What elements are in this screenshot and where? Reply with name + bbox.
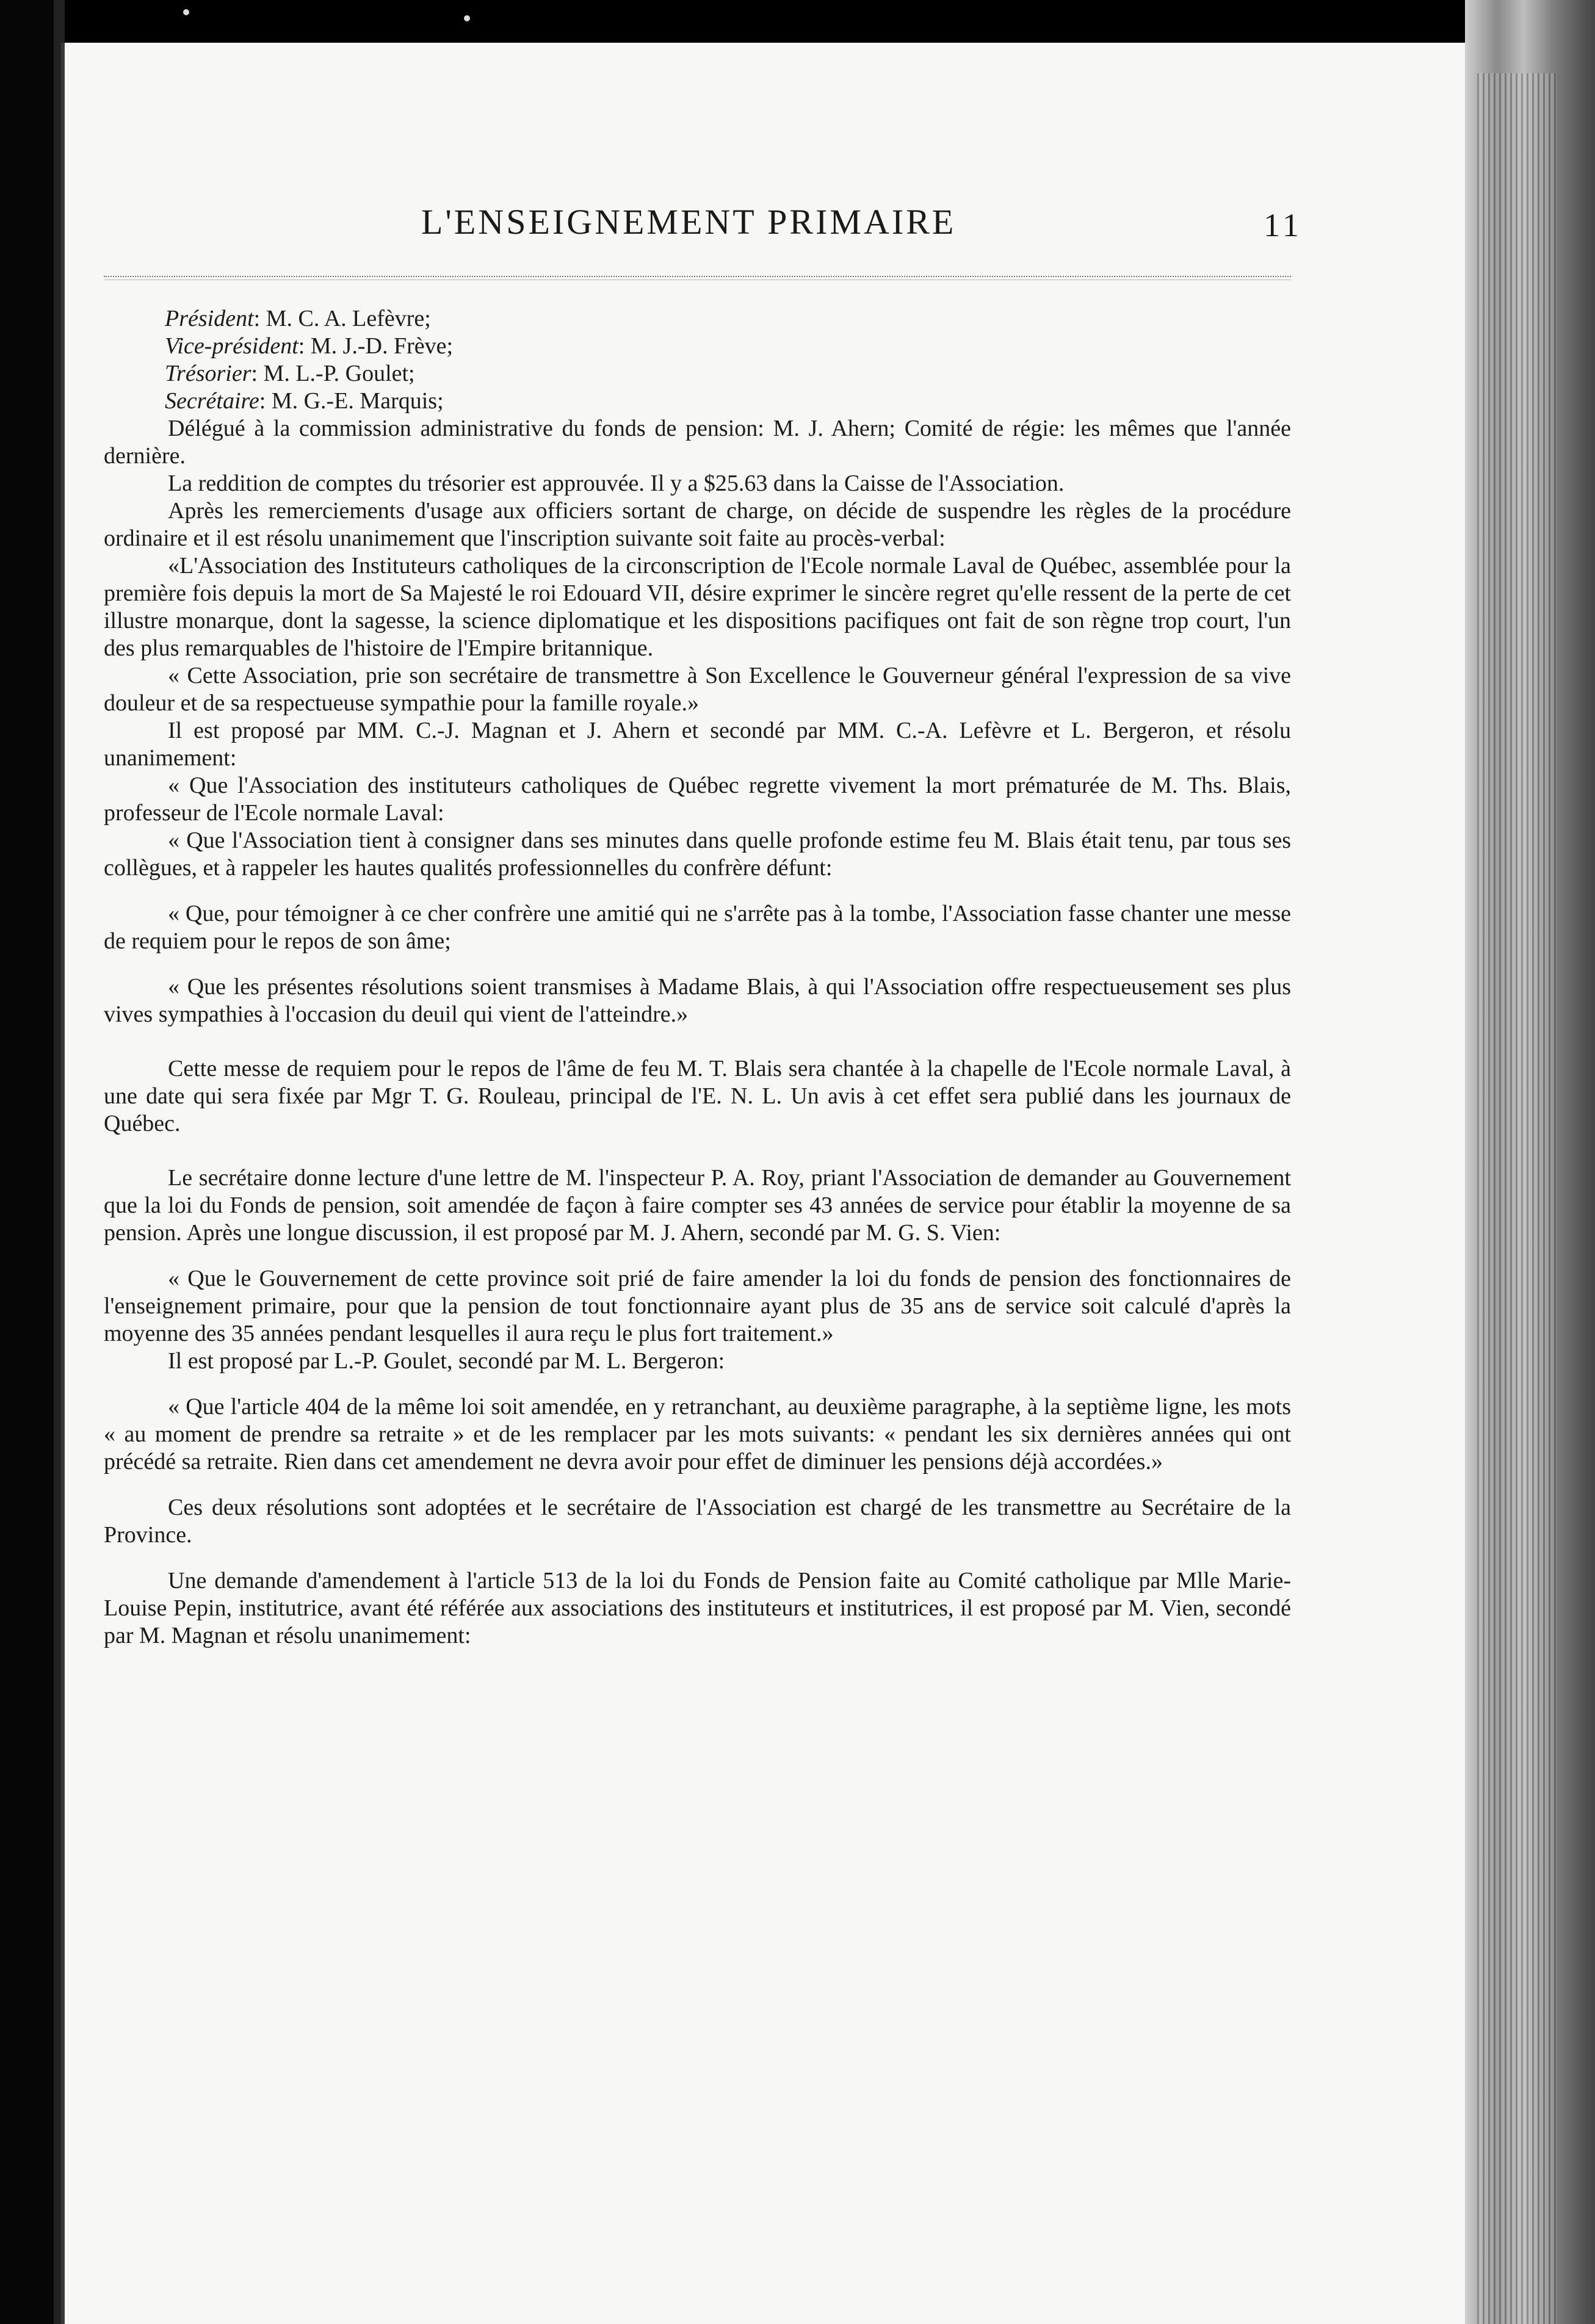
scan-dust	[464, 15, 470, 21]
paragraph: Ces deux résolutions sont adoptées et le secrétaire de l'Association est chargé de les transmettre au Secrétaire de la Province.	[104, 1495, 1291, 1548]
scan-left-border	[0, 0, 55, 2324]
page-body	[104, 305, 1291, 1650]
page-number: 11	[1264, 207, 1303, 244]
paragraph: « Que l'Association tient à consigner dans ses minutes dans quelle profonde estime feu M. Blais était tenu, par tous ses collègues, et à rappeler les hautes qualités professionnelles du confrère défunt:	[104, 828, 1291, 881]
paragraph: « Que, pour témoigner à ce cher confrère une amitié qui ne s'arrête pas à la tombe, l'Association fasse chanter une messe de requiem pour le repos de son âme;	[104, 901, 1291, 954]
paragraph: « Que l'article 404 de la même loi soit amendée, en y retranchant, au deuxième paragraphe, à la septième ligne, les mots « au moment de prendre sa retraite » et de les remplacer par les mots suivants: « pendant les six dernières années qui ont précédé sa retraite. Rien dans cet amendement ne devra avoir pour effet de diminuer les pensions déjà accordées.»	[104, 1394, 1291, 1474]
page-header	[61, 201, 1465, 250]
officer-role: Secrétaire	[165, 388, 259, 414]
scan-dust	[183, 9, 189, 15]
paragraph: «L'Association des Instituteurs catholiques de la circonscription de l'Ecole normale Laval de Québec, assemblée pour la première fois depuis la mort de Sa Majesté le roi Edouard VII, désire exprimer le sincère regret qu'elle ressent de la perte de cet illustre monarque, dont la sagesse, la science diplomatique et les dispositions pacifiques ont fait de son règne trop court, l'un des plus remarquables de l'histoire de l'Empire britannique.	[104, 553, 1291, 661]
officer-name: M. L.-P. Goulet;	[263, 361, 415, 386]
officer-role: Président	[165, 306, 254, 331]
paragraph: « Que les présentes résolutions soient transmises à Madame Blais, à qui l'Association offre respectueusement ses plus vives sympathies à l'occasion du deuil qui vient de l'atteindre.»	[104, 974, 1291, 1027]
paragraph: Cette messe de requiem pour le repos de l'âme de feu M. T. Blais sera chantée à la chapelle de l'Ecole normale Laval, à une date qui sera fixée par Mgr T. G. Rouleau, principal de l'E. N. L. Un avis à cet effet sera publié dans les journaux de Québec.	[104, 1056, 1291, 1136]
paragraph: Il est proposé par L.-P. Goulet, secondé par M. L. Bergeron:	[168, 1348, 725, 1374]
paragraph: Délégué à la commission administrative du fonds de pension: M. J. Ahern; Comité de régie: les mêmes que l'année dernière.	[104, 416, 1291, 469]
officer-secretary: Secrétaire: M. G.-E. Marquis;	[165, 388, 444, 414]
paragraph: Le secrétaire donne lecture d'une lettre de M. l'inspecteur P. A. Roy, priant l'Association de demander au Gouvernement que la loi du Fonds de pension, soit amendée de façon à faire compter ses 43 années de service pour établir la moyenne de sa pension. Après une longue discussion, il est proposé par M. J. Ahern, secondé par M. G. S. Vien:	[104, 1165, 1291, 1246]
running-title: L'ENSEIGNEMENT PRIMAIRE	[421, 202, 957, 242]
paragraph: « Cette Association, prie son secrétaire de transmettre à Son Excellence le Gouverneur général l'expression de sa vive douleur et de sa respectueuse sympathie pour la famille royale.»	[104, 663, 1291, 716]
officer-name: M. C. A. Lefèvre;	[266, 306, 431, 331]
header-rule	[104, 276, 1291, 280]
paragraph: « Que l'Association des instituteurs catholiques de Québec regrette vivement la mort prématurée de M. Ths. Blais, professeur de l'Ecole normale Laval:	[104, 773, 1291, 826]
paragraph: Après les remerciements d'usage aux officiers sortant de charge, on décide de suspendre les règles de la procédure ordinaire et il est résolu unanimement que l'inscription suivante soit faite au procès-verbal:	[104, 498, 1291, 551]
page-stack-lines	[1477, 73, 1557, 2324]
officer-name: M. J.-D. Frève;	[310, 333, 454, 359]
paragraph: « Que le Gouvernement de cette province soit prié de faire amender la loi du fonds de pension des fonctionnaires de l'enseignement primaire, pour que la pension de tout fonctionnaire ayant plus de 35 ans de service soit calculé d'après la moyenne des 35 années pendant lesquelles il aura reçu le plus fort traitement.»	[104, 1266, 1291, 1346]
paragraph: Une demande d'amendement à l'article 513 de la loi du Fonds de Pension faite au Comité catholique par Mlle Marie-Louise Pepin, institutrice, avant été référée aux associations des instituteurs et institutrices, il est proposé par M. Vien, secondé par M. Magnan et résolu unanimement:	[104, 1568, 1291, 1648]
paragraph: Il est proposé par MM. C.-J. Magnan et J. Ahern et secondé par MM. C.-A. Lefèvre et L. Bergeron, et résolu unanimement:	[104, 718, 1291, 771]
officer-name: M. G.-E. Marquis;	[271, 388, 444, 414]
officer-vice-president: Vice-président: M. J.-D. Frève;	[165, 333, 454, 359]
officer-treasurer: Trésorier: M. L.-P. Goulet;	[165, 361, 415, 386]
officer-role: Trésorier	[165, 361, 251, 386]
officer-president: Président: M. C. A. Lefèvre;	[165, 306, 431, 331]
paragraph: La reddition de comptes du trésorier est approuvée. Il y a $25.63 dans la Caisse de l'Association.	[168, 471, 1065, 496]
officer-role: Vice-président	[165, 333, 298, 359]
